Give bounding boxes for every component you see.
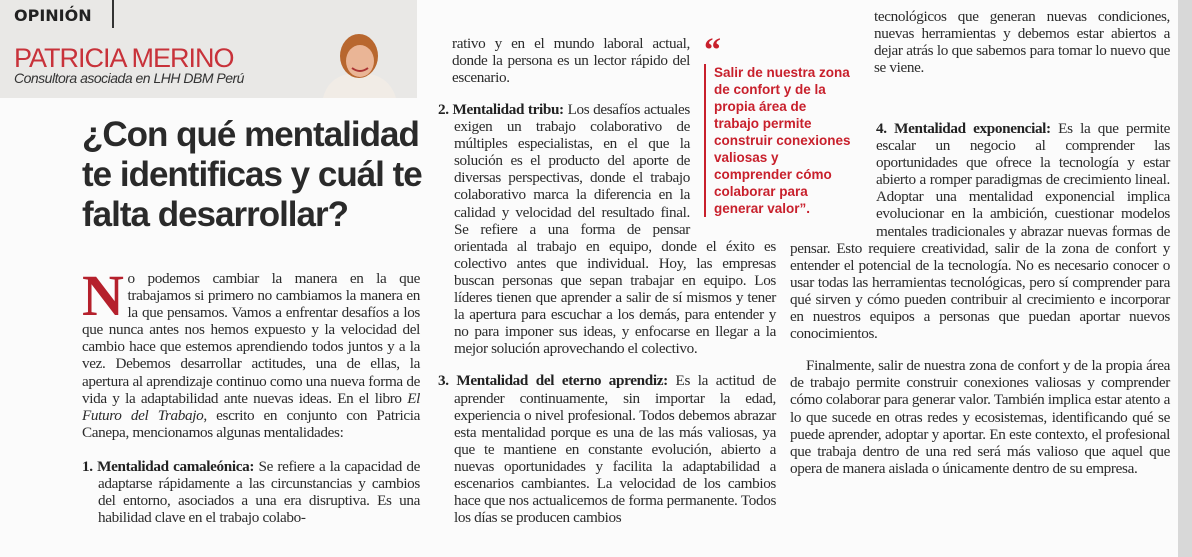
item-3: 3. Mentalidad del eterno aprendiz: Es la actitud de aprender continuamente, sin importar la edad, experiencia o nivel profesional. Todos debemos abrazar esta mentalidad porque es una de las más valiosas, ya que te mantiene en constante evolución, abierto a nuevas oportunidades y facilita la adaptabilidad a escenarios cambiantes. La velocidad de los cambios hace que nos actualicemos de forma permanente. Todos los días se producen cambios	[438, 372, 776, 527]
divider	[112, 0, 114, 28]
item-1: 1. Mentalidad camaleónica: Se refiere a la capacidad de adaptarse rápidamente a las circunstancias y cambios del entorno, asociados a una era disruptiva. Es una habilidad clave en el trabajo colabo-	[82, 457, 420, 527]
book-title: El Futuro del Trabajo	[82, 389, 420, 424]
article-title: ¿Con qué mentalidad te identificas y cuál te falta desarrollar?	[82, 115, 422, 234]
author-role: Consultora asociada en LHH DBM Perú	[14, 70, 244, 86]
drop-cap: N	[82, 263, 124, 328]
closing-paragraph: Finalmente, salir de nuestra zona de confort y de la propia área de trabajo permite construir conexiones valiosas y comprender cómo colaborar para generar valor. También implica estar atento a lo que sucede en otras redes y ecosistemas, identificando qué se puede aprender, adoptar y aportar. En este contexto, el profesional que trabaja dentro de una red será más valioso que aquel que opera de manera aislada o únicamente dentro de su empresa.	[790, 357, 1170, 477]
section-label: OPINIÓN	[14, 6, 92, 25]
author-photo	[318, 28, 400, 98]
column-3	[790, 120, 1170, 494]
pull-quote: “ Salir de nuestra zona de confort y de la propia área de trabajo permite construir conexiones valiosas y comprender cómo colaborar para generar valor”.	[704, 38, 854, 217]
intro-paragraph: No podemos cambiar la manera en la que trabajamos si primero no cambiamos la manera en la que pensamos. Vamos a enfrentar desafíos a los que nunca antes nos hemos expuesto y la velocidad del cambio hace que estemos aprendiendo todos juntos y a la vez. Debemos desarrollar actitudes, una de ellas, la apertura al aprendizaje continuo como una nueva forma de vida y la adaptabilidad ante nuevas ideas. En el libro El Futuro del Trabajo, escrito en conjunto con Patricia Canepa, mencionamos algunas mentalidades:	[82, 263, 420, 441]
item-2: 2. Mentalidad tribu: Los desafíos actuales exigen un trabajo colaborativo de múltiples especialistas, en el que la solución es el producto del aporte de diversas perspectivas, donde el trabajo colaborativo marca la diferencia en la calidad y velocidad del resultado final. Se refiere a una forma de pensar orientada al trabajo en equipo, donde el éxito es colectivo antes que individual. Hoy, las empresas buscan personas que sepan trabajar en equipo. Los líderes tienen que aprender a salir de sí mismos y tener la apertura para escuchar a los demás, para entender y no para imponer sus ideas, y enfocarse en llegar a la mejor solución aprovechando el colectivo.	[438, 101, 776, 358]
column-3-top	[874, 8, 1170, 93]
item-3-continuation: tecnológicos que generan nuevas condiciones, nuevas herramientas y debemos estar abiertos a dejar atrás lo que sabemos para tomar lo nuevo que se viene.	[874, 8, 1170, 77]
column-1	[82, 263, 420, 543]
page-edge	[1178, 0, 1192, 557]
item-1-continuation: rativo y en el mundo laboral actual, donde la persona es un lector rápido del escenario.	[452, 35, 690, 87]
quote-mark-icon: “	[704, 32, 721, 69]
item-4: 4. Mentalidad exponencial: Es la que permite escalar un negocio al comprender las oportunidades que ofrece la tecnología y estar abierto a romper paradigmas de crecimiento lineal. Adoptar una mentalidad exponencial implica evolucionar en la ambición, cuestionar modelos mentales tradicionales y abrazar nuevas formas de pensar. Esto requiere creatividad, salir de la zona de confort y entender el potencial de la tecnología. No es necesario conocer o usar todas las herramientas tecnológicas, pero sí comprender para qué sirven y cómo pueden contribuir al crecimiento e incorporar en nuestros equipos a personas que puedan aportar nuevos conocimientos.	[790, 120, 1170, 343]
header-band	[0, 0, 417, 98]
column-2-top	[452, 35, 690, 103]
author-name: PATRICIA MERINO	[14, 43, 234, 73]
